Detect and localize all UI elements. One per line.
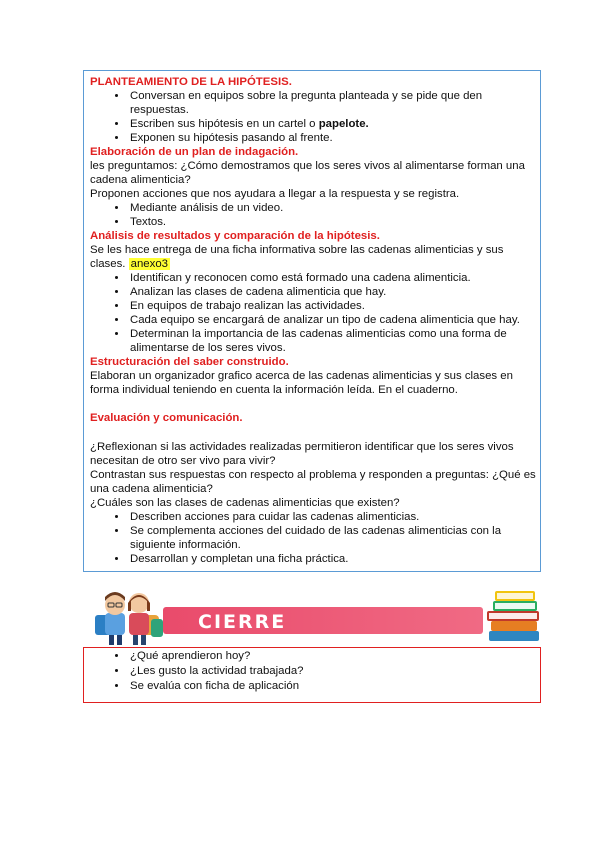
list-evaluacion xyxy=(90,510,540,566)
list-item: • Analizan las clases de cadena alimenticia que hay. xyxy=(128,285,540,299)
list-elaboracion xyxy=(90,201,540,229)
paragraph xyxy=(90,243,540,271)
list-item: • Desarrollan y completan una ficha práctica. xyxy=(128,552,540,566)
list-item-text: Escriben sus hipótesis en un cartel o xyxy=(130,118,319,130)
paragraph: ¿Reflexionan si las actividades realizadas permitieron identificar que los seres vivos necesitan de otro ser vivo para vivir? xyxy=(90,441,514,467)
list-item: • ¿Les gusto la actividad trabajada? xyxy=(128,664,540,679)
list-item: • Conversan en equipos sobre la pregunta planteada y se pide que den respuestas. xyxy=(128,89,540,117)
list-analisis xyxy=(90,271,540,355)
cierre-banner xyxy=(83,585,541,647)
list-item: • Cada equipo se encargará de analizar un tipo de cadena alimenticia que hay. xyxy=(128,313,540,327)
paragraph: les preguntamos: ¿Cómo demostramos que los seres vivos al alimentarse forman una cadena alimenticia? xyxy=(90,160,525,186)
list-item: • Describen acciones para cuidar las cadenas alimenticias. xyxy=(128,510,540,524)
list-item: • ¿Qué aprendieron hoy? xyxy=(128,649,540,664)
list-item: • Identifican y reconocen como está formado una cadena alimenticia. xyxy=(128,271,540,285)
heading-analisis: Análisis de resultados y comparación de la hipótesis. xyxy=(90,230,380,242)
list-item: • Se evalúa con ficha de aplicación xyxy=(128,679,540,694)
cierre-box xyxy=(83,647,541,703)
list-item: • Textos. xyxy=(128,215,540,229)
paragraph-text: Se les hace entrega de una ficha informativa sobre las cadenas alimenticias y sus clases. xyxy=(90,244,504,270)
list-planteamiento xyxy=(90,89,540,145)
list-item: • Exponen su hipótesis pasando al frente. xyxy=(128,131,540,145)
heading-planteamiento: PLANTEAMIENTO DE LA HIPÓTESIS. xyxy=(90,76,292,88)
books-stack-icon xyxy=(483,585,545,647)
students-illustration-icon xyxy=(83,585,193,647)
list-cierre xyxy=(90,649,540,694)
paragraph: Elaboran un organizador grafico acerca de las cadenas alimenticias y sus clases en forma individual teniendo en cuenta la información leída. En el cuaderno. xyxy=(90,370,513,396)
heading-estructuracion: Estructuración del saber construido. xyxy=(90,356,289,368)
paragraph: Contrastan sus respuestas con respecto al problema y responden a preguntas: ¿Qué es una cadena alimenticia? xyxy=(90,469,536,495)
heading-evaluacion: Evaluación y comunicación. xyxy=(90,412,243,424)
list-item: • Determinan la importancia de las cadenas alimenticias como una forma de alimentarse de los seres vivos. xyxy=(128,327,540,355)
heading-elaboracion: Elaboración de un plan de indagación. xyxy=(90,146,299,158)
spacer xyxy=(90,397,540,411)
list-item xyxy=(128,117,540,131)
spacer xyxy=(90,425,540,440)
cierre-title: CIERRE xyxy=(198,611,287,633)
lesson-development-box xyxy=(83,70,541,572)
list-item: • En equipos de trabajo realizan las actividades. xyxy=(128,299,540,313)
highlighted-annex: anexo3 xyxy=(130,258,168,270)
bold-word: papelote. xyxy=(318,118,369,130)
paragraph: Proponen acciones que nos ayudara a llegar a la respuesta y se registra. xyxy=(90,188,460,200)
list-item: • Se complementa acciones del cuidado de las cadenas alimenticias con la siguiente información. xyxy=(128,524,540,552)
list-item: • Mediante análisis de un video. xyxy=(128,201,540,215)
paragraph: ¿Cuáles son las clases de cadenas alimenticias que existen? xyxy=(90,497,400,509)
